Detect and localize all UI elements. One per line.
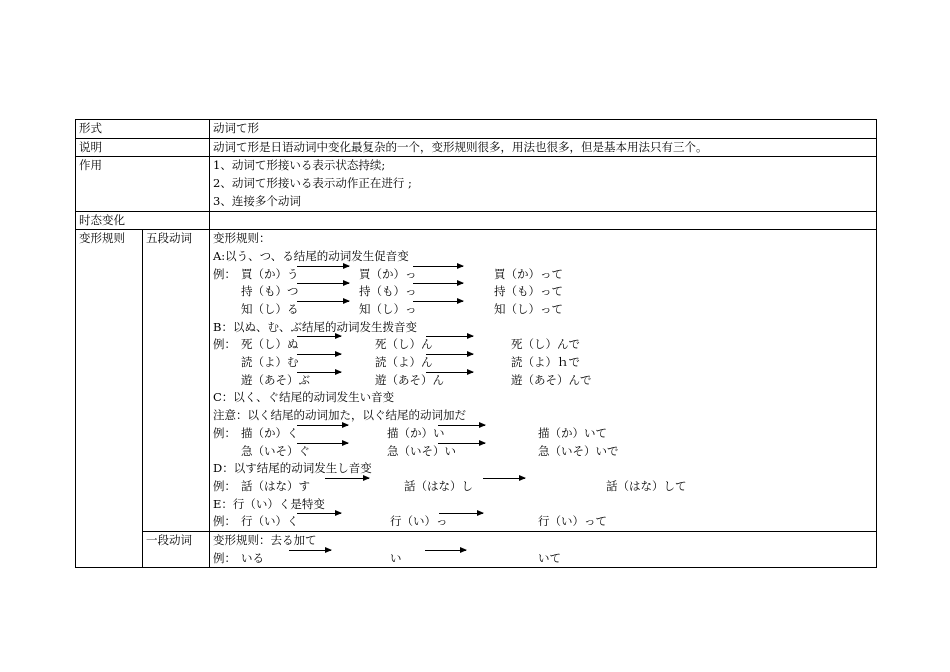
example-te-form: いて [538, 550, 561, 565]
row-label-rules: 变形规则 [76, 230, 143, 568]
arrow-right-icon [297, 513, 341, 514]
table-row [76, 120, 877, 139]
conjugation-example [213, 425, 876, 443]
godan-rules [210, 230, 877, 532]
arrow-right-icon [289, 550, 331, 551]
arrow-right-icon [438, 425, 485, 426]
example-te-form: 読（よ）ｈで [511, 355, 580, 370]
arrow-right-icon [297, 354, 341, 355]
example-base-form: 買（か）う [241, 266, 299, 281]
row-label-form: 形式 [76, 120, 210, 139]
example-te-form: 死（し）んで [511, 337, 580, 352]
table-row [76, 532, 877, 568]
example-prefix: 例： [213, 425, 236, 440]
example-stem-form: い [390, 550, 402, 565]
example-base-form: 話（はな）す [241, 478, 310, 493]
arrow-right-icon [413, 301, 463, 302]
row-value-usage [210, 157, 877, 211]
conjugation-example [213, 478, 876, 496]
rule-c-examples [213, 425, 876, 460]
example-prefix: 例： [213, 478, 236, 493]
usage-line: 1、动词て形接いる表示状态持续; [213, 158, 386, 173]
conjugation-example [213, 513, 876, 531]
example-te-form: 急（いそ）いで [538, 443, 619, 458]
rule-a-examples [213, 266, 876, 319]
row-value-description: 动词て形是日语动词中变化最复杂的一个，变形规则很多，用法也很多，但是基本用法只有三个。 [210, 138, 877, 157]
example-te-form: 知（し）って [494, 302, 563, 316]
conjugation-example [213, 301, 876, 319]
example-te-form: 話（はな）して [606, 478, 687, 493]
arrow-right-icon [426, 336, 473, 337]
example-stem-form: 行（い）っ [390, 514, 448, 529]
example-prefix: 例： [213, 514, 236, 529]
table-row [76, 211, 877, 230]
rule-a-title: A:以う、つ、る结尾的动词发生促音变 [213, 248, 409, 263]
conjugation-example [213, 354, 876, 372]
arrow-right-icon [297, 372, 341, 373]
rule-e-examples [213, 513, 876, 531]
godan-rule-title: 变形规则： [213, 231, 271, 246]
ichidan-rule-title: 变形规则：去る加て [213, 533, 317, 548]
example-prefix: 例： [213, 550, 236, 565]
conjugation-example [213, 550, 876, 568]
example-stem-form: 死（し）ん [375, 337, 433, 352]
example-base-form: 知（し）る [241, 302, 299, 316]
table-row [76, 138, 877, 157]
example-base-form: 持（も）つ [241, 284, 299, 299]
example-stem-form: 持（も）っ [359, 284, 417, 299]
example-te-form: 持（も）って [494, 284, 563, 299]
arrow-right-icon [413, 266, 463, 267]
example-prefix: 例： [213, 337, 236, 352]
example-stem-form: 買（か）っ [359, 266, 417, 281]
example-stem-form: 話（はな）し [404, 478, 473, 493]
conjugation-example [213, 336, 876, 354]
arrow-right-icon [483, 478, 525, 479]
example-te-form: 行（い）って [538, 514, 607, 529]
example-te-form: 描（か）いて [538, 425, 607, 440]
row-value-form: 动词て形 [210, 120, 877, 139]
godan-label: 五段动词 [143, 230, 210, 532]
rule-d-title: D：以す结尾的动词发生し音变 [213, 461, 372, 476]
ichidan-rules [210, 532, 877, 568]
example-base-form: 描（か）く [241, 425, 299, 440]
example-stem-form: 読（よ）ん [375, 355, 433, 370]
example-te-form: 買（か）って [494, 266, 563, 281]
rule-c-note: 注意：以く结尾的动词加た，以ぐ结尾的动词加だ [213, 408, 466, 423]
conjugation-example [213, 372, 876, 390]
arrow-right-icon [439, 513, 483, 514]
row-value-tense [210, 211, 877, 230]
arrow-right-icon [325, 478, 369, 479]
example-stem-form: 遊（あそ）ん [375, 372, 444, 387]
example-base-form: 行（い）く [241, 514, 299, 529]
row-label-tense: 时态变化 [76, 211, 210, 230]
example-base-form: 読（よ）む [241, 355, 299, 370]
ichidan-examples [213, 550, 876, 568]
rule-b-title: B：以ぬ、む、ぶ结尾的动词发生拨音变 [213, 319, 417, 334]
conjugation-example [213, 283, 876, 301]
arrow-right-icon [297, 301, 349, 302]
row-label-usage: 作用 [76, 157, 210, 211]
arrow-right-icon [425, 550, 466, 551]
row-label-description: 说明 [76, 138, 210, 157]
usage-line: 2、动词て形接いる表示动作正在进行 ; [213, 176, 412, 191]
example-stem-form: 描（か）い [387, 425, 445, 440]
example-base-form: 急（いそ）ぐ [241, 443, 310, 458]
conjugation-example [213, 443, 876, 461]
arrow-right-icon [297, 266, 349, 267]
example-base-form: 死（し）ぬ [241, 337, 299, 352]
example-base-form: いる [241, 550, 264, 565]
table-row [76, 157, 877, 211]
verb-te-form-table [75, 119, 877, 568]
arrow-right-icon [438, 443, 485, 444]
arrow-right-icon [297, 443, 348, 444]
usage-line: 3、连接多个动词 [213, 193, 301, 208]
arrow-right-icon [297, 336, 341, 337]
rule-b-examples [213, 336, 876, 389]
example-stem-form: 知（し）っ [359, 302, 417, 316]
example-stem-form: 急（いそ）い [387, 443, 456, 458]
arrow-right-icon [426, 372, 473, 373]
ichidan-label: 一段动词 [143, 532, 210, 568]
example-base-form: 遊（あそ）ぶ [241, 372, 310, 387]
conjugation-example [213, 266, 876, 284]
arrow-right-icon [413, 283, 463, 284]
rule-c-title: C：以く、ぐ结尾的动词发生い音变 [213, 390, 395, 405]
arrow-right-icon [297, 425, 348, 426]
rule-d-examples [213, 478, 876, 496]
arrow-right-icon [297, 283, 349, 284]
arrow-right-icon [426, 354, 473, 355]
example-te-form: 遊（あそ）んで [511, 372, 592, 387]
rule-e-title: E：行（い）く是特变 [213, 496, 325, 511]
table-row [76, 230, 877, 532]
example-prefix: 例： [213, 266, 236, 281]
